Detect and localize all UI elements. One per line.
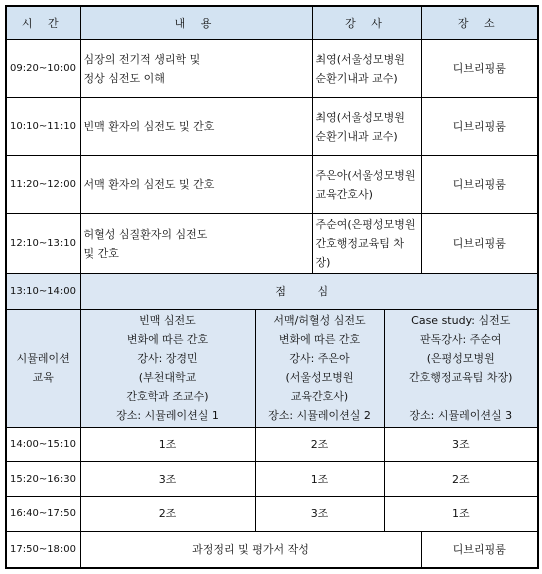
session-lecturer: 최영(서울성모병원 순환기내과 교수) — [312, 98, 421, 156]
simulation-group-1: 빈맥 심전도 변화에 따른 간호 강사: 장경민 (부천대학교 간호학과 조교수) 장소: 시뮬레이션실 1 — [80, 310, 255, 427]
session-place: 디브리핑룸 — [421, 214, 538, 273]
rotation-time: 16:40~17:50 — [6, 497, 80, 532]
rotation-group: 1조 — [384, 497, 538, 532]
session-row — [6, 156, 538, 214]
session-time: 11:20~12:00 — [6, 156, 80, 214]
schedule-table — [5, 5, 539, 569]
header-row — [6, 6, 538, 40]
rotation-group: 3조 — [384, 427, 538, 462]
session-place: 디브리핑룸 — [421, 98, 538, 156]
session-content: 빈맥 환자의 심전도 및 간호 — [80, 98, 312, 156]
session-content: 심장의 전기적 생리학 및 정상 심전도 이해 — [80, 40, 312, 98]
rotation-group: 3조 — [255, 497, 384, 532]
lunch-label: 점 심 — [80, 273, 538, 310]
rotation-row — [6, 497, 538, 532]
session-lecturer: 최영(서울성모병원 순환기내과 교수) — [312, 40, 421, 98]
rotation-group: 1조 — [255, 462, 384, 497]
session-place: 디브리핑룸 — [421, 156, 538, 214]
rotation-group: 3조 — [80, 462, 255, 497]
simulation-group-3: Case study: 심전도 판독강사: 주순여 (은평성모병원 간호행정교육팀 차장) 장소: 시뮬레이션실 3 — [384, 310, 538, 427]
rotation-group: 2조 — [384, 462, 538, 497]
rotation-row — [6, 462, 538, 497]
session-time: 10:10~11:10 — [6, 98, 80, 156]
session-content: 허혈성 심질환자의 심전도 및 간호 — [80, 214, 312, 273]
rotation-group: 2조 — [255, 427, 384, 462]
lunch-time: 13:10~14:00 — [6, 273, 80, 310]
closing-place: 디브리핑룸 — [421, 531, 538, 568]
session-lecturer: 주순여(은평성모병원 간호행정교육팀 차장) — [312, 214, 421, 273]
rotation-time: 15:20~16:30 — [6, 462, 80, 497]
header-time: 시 간 — [6, 6, 80, 40]
closing-content: 과정정리 및 평가서 작성 — [80, 531, 421, 568]
lunch-row — [6, 273, 538, 310]
closing-row — [6, 531, 538, 568]
simulation-label: 시뮬레이션 교육 — [6, 310, 80, 427]
header-place: 장 소 — [421, 6, 538, 40]
header-content: 내 용 — [80, 6, 312, 40]
rotation-row — [6, 427, 538, 462]
rotation-time: 14:00~15:10 — [6, 427, 80, 462]
session-time: 12:10~13:10 — [6, 214, 80, 273]
session-time: 09:20~10:00 — [6, 40, 80, 98]
rotation-group: 2조 — [80, 497, 255, 532]
simulation-row — [6, 310, 538, 427]
session-row — [6, 40, 538, 98]
rotation-group: 1조 — [80, 427, 255, 462]
session-place: 디브리핑룸 — [421, 40, 538, 98]
session-content: 서맥 환자의 심전도 및 간호 — [80, 156, 312, 214]
session-row — [6, 214, 538, 273]
session-lecturer: 주은아(서울성모병원 교육간호사) — [312, 156, 421, 214]
session-row — [6, 98, 538, 156]
header-lecturer: 강 사 — [312, 6, 421, 40]
closing-time: 17:50~18:00 — [6, 531, 80, 568]
simulation-group-2: 서맥/허혈성 심전도 변화에 따른 간호 강사: 주은아 (서울성모병원 교육간호사) 장소: 시뮬레이션실 2 — [255, 310, 384, 427]
